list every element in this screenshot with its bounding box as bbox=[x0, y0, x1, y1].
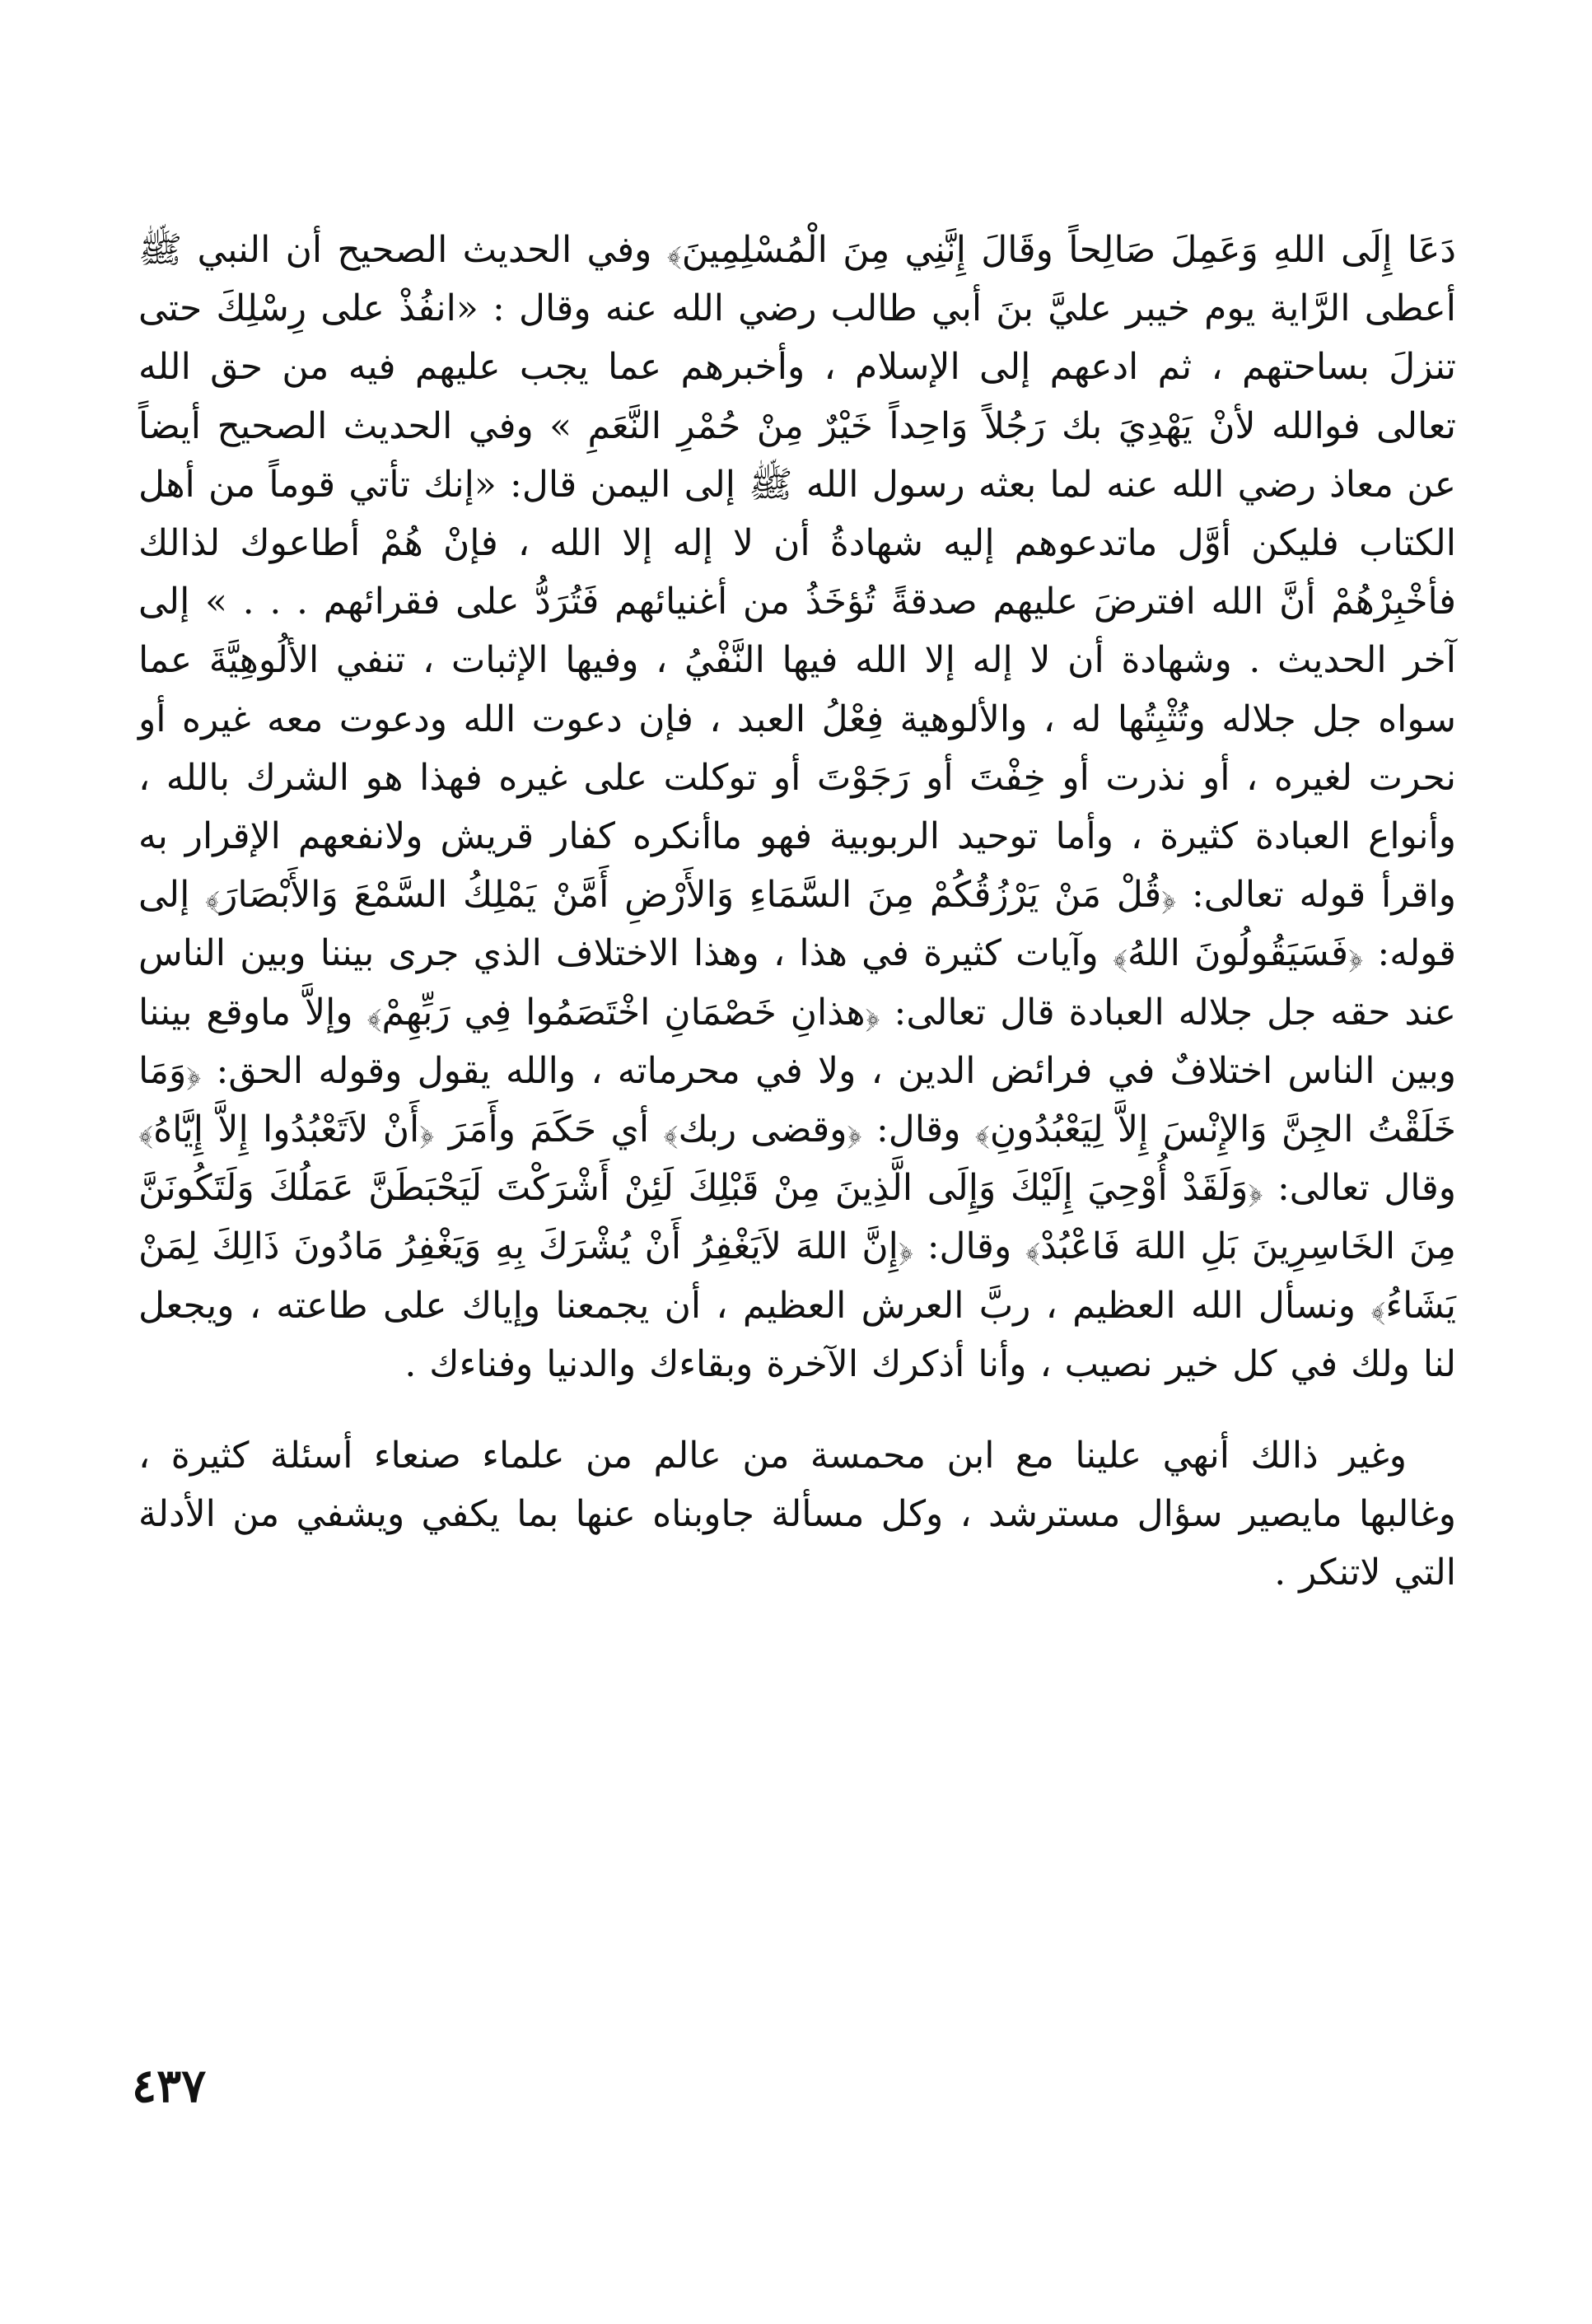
body-text bbox=[138, 221, 1456, 1603]
paragraph-1: دَعَا إِلَى اللهِ وَعَمِلَ صَالِحاً وقَالَ إِنَّنِي مِنَ الْمُسْلِمِينَ﴾ وفي الحديث الصحيح أن النبي ﷺ أعطى الرَّاية يوم خيبر عليَّ بنَ أبي طالب رضي الله عنه وقال : «انفُذْ على رِسْلِكَ حتى تنزلَ بساحتهم ، ثم ادعهم إلى الإسلام ، وأخبرهم عما يجب عليهم فيه من حق الله تعالى فوالله لأنْ يَهْدِيَ بك رَجُلاً وَاحِداً خَيْرٌ مِنْ حُمْرِ النَّعَمِ » وفي الحديث الصحيح أيضاً عن معاذ رضي الله عنه لما بعثه رسول الله ﷺ إلى اليمن قال: «إنك تأتي قوماً من أهل الكتاب فليكن أوَّل ماتدعوهم إليه شهادةُ أن لا إله إلا الله ، فإنْ هُمْ أطاعوك لذالك فأخْبِرْهُمْ أنَّ الله افترضَ عليهم صدقةً تُؤخَذُ من أغنيائهم فَتُرَدُّ على فقرائهم . . . » إلى آخر الحديث . وشهادة أن لا إله إلا الله فيها النَّفْيُ ، وفيها الإثبات ، تنفي الألُوهِيَّةَ عما سواه جل جلاله وتُثْبِتُها له ، والألوهية فِعْلُ العبد ، فإن دعوت الله ودعوت معه غيره أو نحرت لغيره ، أو نذرت أو خِفْتَ أو رَجَوْتَ أو توكلت على غيره فهذا هو الشرك بالله ، وأنواع العبادة كثيرة ، وأما توحيد الربوبية فهو ماأنكره كفار قريش ولانفعهم الإقرار به واقرأ قوله تعالى: ﴿قُلْ مَنْ يَرْزُقُكُمْ مِنَ السَّمَاءِ وَالأَرْضِ أَمَّنْ يَمْلِكُ السَّمْعَ وَالأَبْصَارَ﴾ إلى قوله: ﴿فَسَيَقُولُونَ اللهُ﴾ وآيات كثيرة في هذا ، وهذا الاختلاف الذي جرى بيننا وبين الناس عند حقه جل جلاله العبادة قال تعالى: ﴿هذانِ خَصْمَانِ اخْتَصَمُوا فِي رَبِّهِمْ﴾ وإلاَّ ماوقع بيننا وبين الناس اختلافٌ في فرائض الدين ، ولا في محرماته ، والله يقول وقوله الحق: ﴿وَمَا خَلَقْتُ الجِنَّ وَالإِنْسَ إِلاَّ لِيَعْبُدُونِ﴾ وقال: ﴿وقضى ربك﴾ أي حَكَمَ وأَمَرَ ﴿أَنْ لاَتَعْبُدُوا إِلاَّ إِيَّاهُ﴾ وقال تعالى: ﴿وَلَقَدْ أُوْحِيَ إِلَيْكَ وَإِلَى الَّذِينَ مِنْ قَبْلِكَ لَئِنْ أَشْرَكْتَ لَيَحْبَطَنَّ عَمَلُكَ وَلَتَكُونَنَّ مِنَ الخَاسِرِينَ بَلِ اللهَ فَاعْبُدْ﴾ وقال: ﴿إِنَّ اللهَ لاَيَغْفِرُ أَنْ يُشْرَكَ بِهِ وَيَغْفِرُ مَادُونَ ذَالِكَ لِمَنْ يَشَاءُ﴾ ونسأل الله العظيم ، ربَّ العرش العظيم ، أن يجمعنا وإياك على طاعته ، ويجعل لنا ولك في كل خير نصيب ، وأنا أذكرك الآخرة وبقاءك والدنيا وفناءك . bbox=[138, 229, 1457, 1385]
page-number: ٤٣٧ bbox=[132, 2059, 207, 2113]
paragraph-2: وغير ذالك أنهي علينا مع ابن محمسة من عالم من علماء صنعاء أسئلة كثيرة ، وغالبها مايصير سؤال مسترشد ، وكل مسألة جاوبناه عنها بما يكفي ويشفي من الأدلة التي لاتنكر . bbox=[138, 1435, 1456, 1594]
